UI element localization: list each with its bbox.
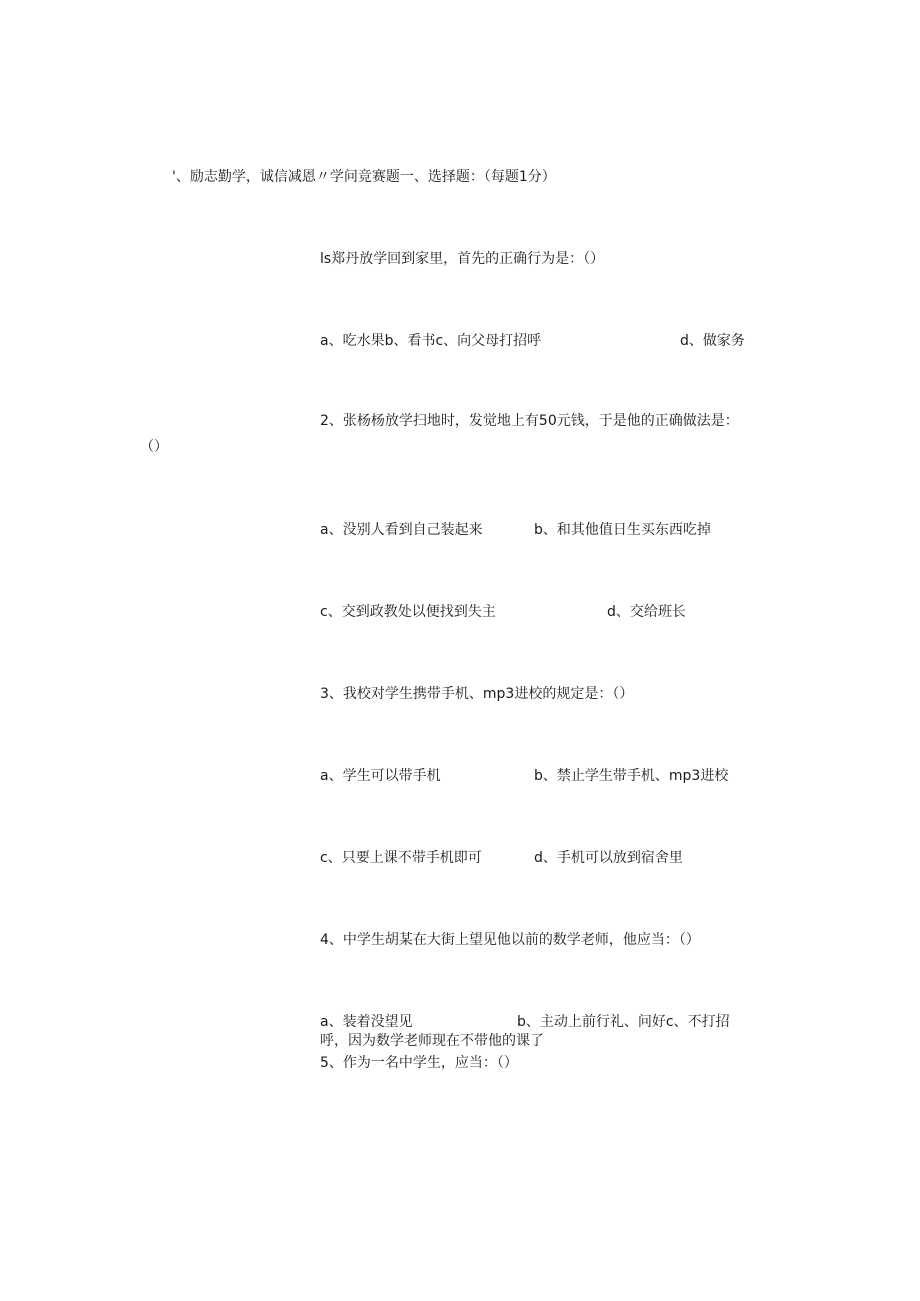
question-2-option-d: d、交给班长 xyxy=(607,604,686,620)
question-3-option-b: b、禁止学生带手机、mp3进校 xyxy=(534,768,729,784)
question-3-option-d: d、手机可以放到宿舍里 xyxy=(534,850,683,866)
question-2-option-c: c、交到政教处以便找到失主 xyxy=(320,604,496,620)
question-3-stem: 3、我校对学生携带手机、mp3进校的规定是：（） xyxy=(320,686,634,702)
question-3-option-a: a、学生可以带手机 xyxy=(320,768,441,784)
question-3-option-c: c、只要上课不带手机即可 xyxy=(320,850,482,866)
question-4-stem: 4、中学生胡某在大街上望见他以前的数学老师，他应当：（） xyxy=(320,932,700,948)
question-2-stem: 2、张杨杨放学扫地时，发觉地上有50元钱，于是他的正确做法是： xyxy=(320,413,739,429)
question-2-option-b: b、和其他值日生买东西吃掉 xyxy=(534,522,711,538)
question-5-stem: 5、作为一名中学生，应当：（） xyxy=(320,1055,518,1071)
question-2-stem-continuation: （） xyxy=(140,439,168,455)
question-1-options-abc: a、吃水果b、看书c、向父母打招呼 xyxy=(320,333,542,349)
section-title: '、励志勤学，诚信减恩〃学问竞赛题一、选择题：（每题1分） xyxy=(172,169,556,185)
question-4-option-bc: b、主动上前行礼、问好c、不打招 xyxy=(517,1014,730,1030)
question-2-option-a: a、没别人看到自己装起来 xyxy=(320,522,483,538)
question-4-option-a: a、装着没望见 xyxy=(320,1014,413,1030)
question-4-continuation: 呼，因为数学老师现在不带他的课了 xyxy=(320,1033,544,1049)
question-1-option-d: d、做家务 xyxy=(680,333,745,349)
question-1-stem: ls郑丹放学回到家里，首先的正确行为是：（） xyxy=(320,251,605,267)
